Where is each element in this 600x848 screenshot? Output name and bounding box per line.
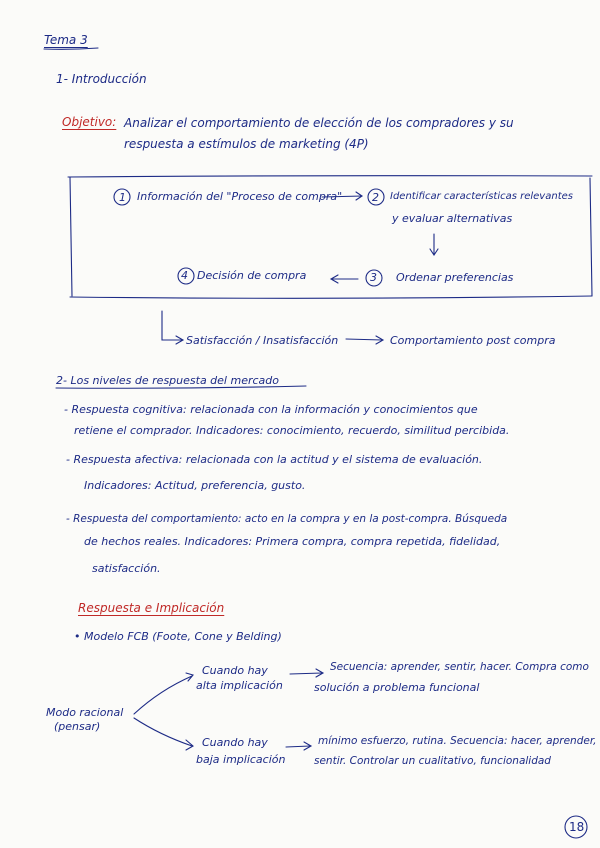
box-right-line bbox=[590, 178, 592, 296]
step2-text-line2: y evaluar alternativas bbox=[392, 212, 513, 225]
root-line1: Modo racional bbox=[46, 706, 124, 719]
comportamiento-line1: - Respuesta del comportamiento: acto en la compra y en la post-compra. Búsqueda bbox=[66, 513, 508, 525]
comportamiento-line2: de hechos reales. Indicadores: Primera compra, compra repetida, fidelidad, bbox=[84, 535, 501, 548]
alta-seq-line1: Secuencia: aprender, sentir, hacer. Compra como bbox=[330, 661, 589, 673]
objetivo-line1: Analizar el comportamiento de elección de los compradores y su bbox=[124, 116, 514, 130]
afectiva-line1: - Respuesta afectiva: relacionada con la actitud y el sistema de evaluación. bbox=[66, 453, 483, 466]
objetivo-line2: respuesta a estímulos de marketing (4P) bbox=[124, 137, 369, 151]
page-number: 18 bbox=[569, 820, 585, 834]
baja-line2: baja implicación bbox=[196, 753, 286, 766]
afectiva-line2: Indicadores: Actitud, preferencia, gusto. bbox=[84, 479, 306, 492]
arrow-post-compra bbox=[346, 339, 382, 340]
alta-line2: alta implicación bbox=[196, 679, 283, 692]
baja-seq-line2: sentir. Controlar un cualitativo, funcionalidad bbox=[314, 755, 551, 767]
objetivo-label: Objetivo: bbox=[62, 115, 117, 129]
post-compra-text: Comportamiento post compra bbox=[390, 334, 556, 347]
root-line2: (pensar) bbox=[54, 720, 101, 733]
step1-number: 1 bbox=[119, 191, 126, 204]
branch-alta bbox=[134, 676, 192, 714]
connector-satisfaccion bbox=[162, 311, 182, 340]
step2-number: 2 bbox=[372, 191, 379, 204]
comportamiento-line3: satisfacción. bbox=[92, 562, 161, 575]
modelo-fcb: • Modelo FCB (Foote, Cone y Belding) bbox=[74, 630, 282, 643]
step4-text: Decisión de compra bbox=[197, 269, 307, 282]
cognitiva-line1: - Respuesta cognitiva: relacionada con la información y conocimientos que bbox=[64, 403, 478, 416]
alta-seq-line2: solución a problema funcional bbox=[314, 681, 480, 694]
satisfaccion-text: Satisfacción / Insatisfacción bbox=[186, 334, 339, 347]
alta-line1: Cuando hay bbox=[202, 664, 268, 677]
section3-title: Respuesta e Implicación bbox=[78, 601, 225, 615]
tema-underline bbox=[44, 48, 98, 49]
step1-text: Información del "Proceso de compra" bbox=[137, 190, 343, 203]
box-left-line bbox=[70, 177, 72, 296]
tema-title: Tema 3 bbox=[44, 33, 88, 47]
section1-title: 1- Introducción bbox=[56, 72, 147, 86]
box-top-line bbox=[68, 176, 592, 177]
step2-text-line1: Identificar características relevantes bbox=[390, 191, 573, 202]
baja-line1: Cuando hay bbox=[202, 736, 268, 749]
step4-number: 4 bbox=[181, 269, 188, 282]
step3-number: 3 bbox=[370, 271, 377, 284]
box-bottom-line bbox=[70, 296, 592, 298]
baja-seq-line1: mínimo esfuerzo, rutina. Secuencia: hacer, aprender, bbox=[318, 735, 597, 747]
arrow-baja-seq bbox=[286, 746, 310, 747]
step3-text: Ordenar preferencias bbox=[396, 271, 514, 284]
branch-baja bbox=[134, 718, 192, 746]
arrow-alta-seq bbox=[290, 673, 322, 674]
cognitiva-line2: retiene el comprador. Indicadores: conocimiento, recuerdo, similitud percibida. bbox=[74, 424, 510, 437]
section2-title: 2- Los niveles de respuesta del mercado bbox=[56, 374, 279, 387]
